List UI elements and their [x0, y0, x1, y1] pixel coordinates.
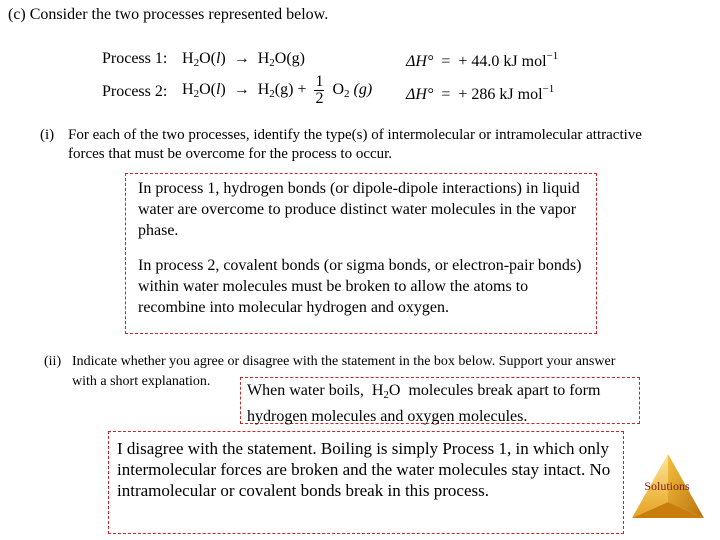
- solutions-label: Solutions: [644, 479, 690, 493]
- process-1-equation: $H_2O(l) \to H_2O(g)$: [182, 50, 306, 69]
- answer-i-box: [125, 173, 597, 334]
- process-2-enthalpy: ΔH° = + 286 kJ mol$^{-1}$: [406, 83, 555, 103]
- question-ii: (ii) Indicate whether you agree or disagree with the statement in the box below. Support your answer with a short explanation.: [44, 354, 616, 389]
- process-1-enthalpy: ΔH° = + 44.0 kJ mol$^{-1}$: [406, 50, 559, 70]
- answer-ii-box: I disagree with the statement. Boiling is simply Process 1, in which only intermolecular forces are broken and the water molecules stay intact. No intramolecular or covalent bonds break in this process.: [108, 431, 624, 534]
- process-2-equation: $H_2O(l) \to H_2(g)$ + $\frac{1}{2}$ $O_2$ (g): [182, 73, 373, 107]
- statement-box: When water boils, $H_2O$ molecules break apart to form hydrogen molecules and oxygen molecules.: [240, 377, 640, 424]
- question-i: (i) For each of the two processes, identify the type(s) of intermolecular or intramolecular attractive forces that must be overcome for the process to occur.: [40, 127, 642, 162]
- answer-i-process-1: In process 1, hydrogen bonds (or dipole-dipole interactions) in liquid water are overcome to produce distinct water molecules in the vapor phase.: [138, 180, 580, 239]
- one-half-fraction: $\frac{1}{2}$: [315, 73, 324, 107]
- solutions-button[interactable]: [628, 452, 708, 522]
- answer-i-process-2: In process 2, covalent bonds (or sigma bonds, or electron-pair bonds) within water molecules must be broken to allow the atoms to recombine into molecular hydrogen and oxygen.: [138, 257, 582, 316]
- process-2-label: Process 2:: [102, 83, 168, 100]
- intro-text: (c) Consider the two processes represented below.: [8, 6, 329, 23]
- process-1-label: Process 1:: [102, 50, 168, 67]
